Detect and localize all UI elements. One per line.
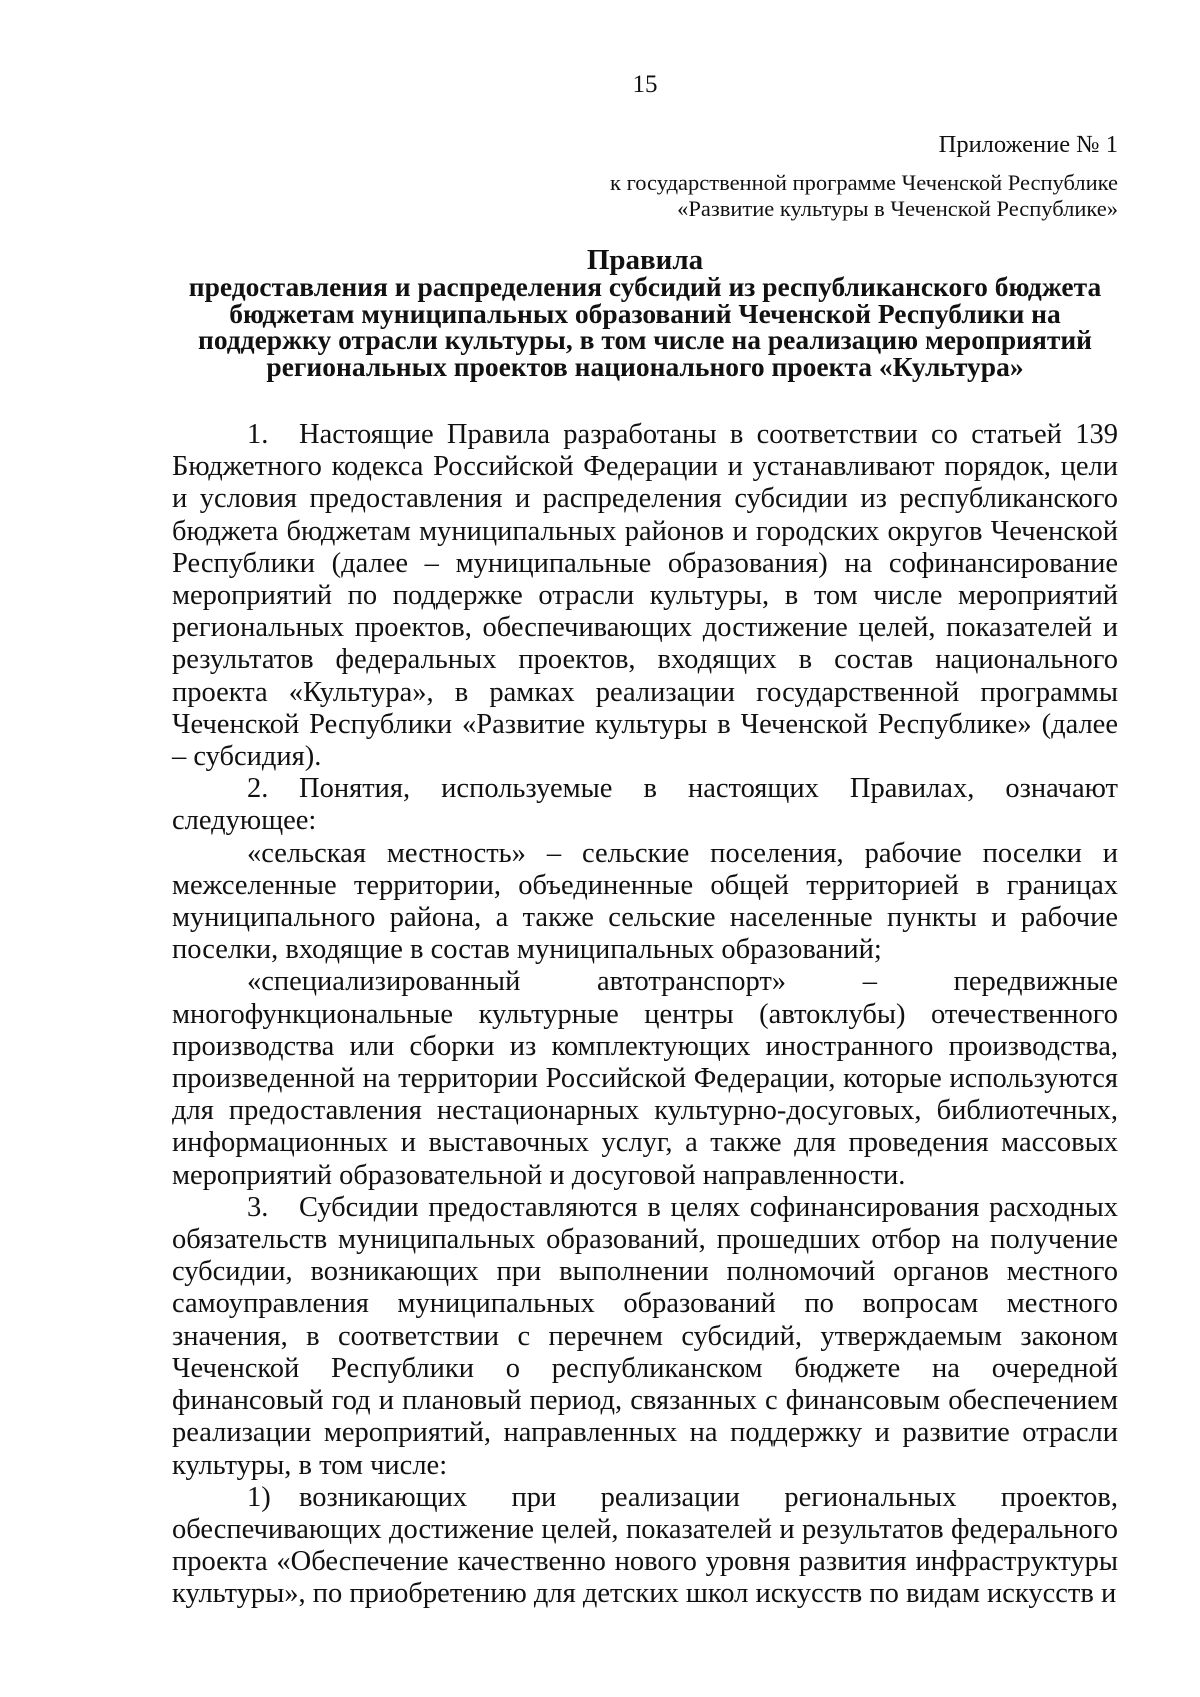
appendix-line: «Развитие культуры в Чеченской Республике» — [677, 196, 1118, 221]
title-line: поддержку отрасли культуры, в том числе на реализацию мероприятий — [197, 324, 1093, 355]
title-line: бюджетам муниципальных образований Чеченской Республики на — [229, 297, 1061, 329]
appendix-title: Приложение № 1 — [938, 131, 1118, 158]
definition-rural-area — [172, 838, 1118, 967]
paragraph-text: Понятия, используемые в настоящих Правилах, означают следующее: — [172, 773, 1118, 837]
paragraph-text: «специализированный автотранспорт» – передвижные многофункциональные культурные центры (автоклубы) отечественного производства или сборки из комплектующих иностранного производства, произведенной на территории Российской Федерации, которые используются для предоставления нестационарных культурно-досуговых, библиотечных, информационных и выставочных услуг, а также для проведения массовых мероприятий образовательной и досуговой направленности. — [172, 966, 1118, 1191]
paragraph-3 — [172, 1192, 1118, 1482]
paragraph-number: 3. — [247, 1191, 269, 1223]
definition-special-transport — [172, 966, 1118, 1191]
paragraph-text: «сельская местность» – сельские поселения, рабочие поселки и межселенные территории, объединенные общей территорией в границах муниципального района, а также сельские населенные пункты и рабочие поселки, входящие в состав муниципальных образований; — [172, 837, 1118, 966]
paragraph-number: 2. — [247, 773, 269, 805]
paragraph-text: возникающих при реализации региональных проектов, обеспечивающих достижение целей, показателей и результатов федерального проекта «Обеспечение качественно нового уровня развития инфраструктуры культуры», по приобретению для детских школ искусств по видам искусств и — [172, 1481, 1118, 1610]
title-line: региональных проектов национального проекта «Культура» — [266, 350, 1024, 382]
paragraph-text: Настоящие Правила разработаны в соответствии со статьей 139 Бюджетного кодекса Российской Федерации и устанавливают порядок, цели и условия предоставления и распределения субсидии из республиканского бюджета бюджетам муниципальных районов и городских округов Чеченской Республики (далее – муниципальные образования) на софинансирование мероприятий по поддержке отрасли культуры, в том числе мероприятий региональных проектов, обеспечивающих достижение целей, показателей и результатов федеральных проектов, входящих в состав национального проекта «Культура», в рамках реализации государственной программы Чеченской Республики «Развитие культуры в Чеченской Республике» (далее – субсидия). — [172, 419, 1118, 773]
paragraph-number: 1) — [247, 1481, 271, 1513]
title-main: Правила — [586, 244, 704, 276]
appendix-line: к государственной программе Чеченской Республике — [610, 170, 1118, 195]
paragraph-number: 1. — [247, 419, 269, 450]
paragraph-2 — [172, 773, 1118, 837]
paragraph-text: Субсидии предоставляются в целях софинансирования расходных обязательств муниципальных образований, прошедших отбор на получение субсидии, возникающих при выполнении полномочий органов местного самоуправления муниципальных образований по вопросам местного значения, в соответствии с перечнем субсидий, утверждаемым законом Чеченской Республики о республиканском бюджете на очередной финансовый год и плановый период, связанных с финансовым обеспечением реализации мероприятий, направленных на поддержку и развитие отрасли культуры, в том числе: — [172, 1191, 1118, 1481]
subparagraph-1 — [172, 1482, 1118, 1611]
document-title — [172, 246, 1118, 380]
page-number: 15 — [632, 71, 658, 98]
document-body — [172, 419, 1118, 1611]
appendix-note — [610, 130, 1118, 222]
paragraph-1 — [172, 419, 1118, 773]
title-line: предоставления и распределения субсидий из республиканского бюджета — [188, 271, 1102, 302]
